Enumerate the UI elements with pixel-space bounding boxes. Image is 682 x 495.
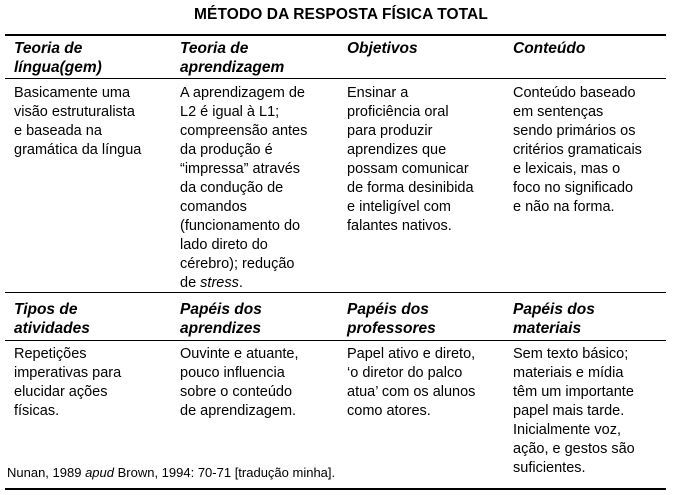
header-papeis-materiais: Papéis dos materiais	[513, 301, 595, 337]
cell-papeis-aprendizes: Ouvinte e atuante, pouco influencia sobre o conteúdo de aprendizagem.	[180, 346, 299, 419]
table-top-rule	[5, 34, 666, 36]
header-objetivos: Objetivos	[347, 40, 418, 57]
header-teoria-aprendizagem: Teoria de aprendizagem	[180, 40, 285, 76]
cell-objetivos: Ensinar a proficiência oral para produzir aprendizes que possam comunicar de forma desinibida e inteligível com falantes nativos.	[347, 85, 474, 234]
cell-tipos-atividades: Repetições imperativas para elucidar ações físicas.	[14, 346, 122, 419]
header-papeis-aprendizes: Papéis dos aprendizes	[180, 301, 262, 337]
header-teoria-lingua: Teoria de língua(gem)	[14, 40, 102, 76]
section-rule	[5, 292, 666, 293]
header-conteudo: Conteúdo	[513, 40, 586, 57]
cell-teoria-aprendizagem: A aprendizagem de L2 é igual à L1; compreensão antes da produção é “impressa” através da condução de comandos (funcionamento do lado direto do cérebro); redução de stress.	[180, 85, 308, 291]
cell-teoria-lingua: Basicamente uma visão estruturalista e baseada na gramática da língua	[14, 85, 142, 158]
cell-conteudo: Conteúdo baseado em sentenças sendo primários os critérios gramaticais e lexicais, mas o foco no significado e não na forma.	[513, 85, 642, 215]
table-bottom-rule	[5, 488, 666, 490]
citation-footnote: Nunan, 1989 apud Brown, 1994: 70-71 [tradução minha].	[7, 465, 336, 480]
cell-papeis-professores: Papel ativo e direto, ‘o diretor do palco atua’ com os alunos como atores.	[347, 346, 476, 419]
header-tipos-atividades: Tipos de atividades	[14, 301, 90, 337]
page-title: MÉTODO DA RESPOSTA FÍSICA TOTAL	[194, 6, 488, 23]
header-papeis-professores: Papéis dos professores	[347, 301, 436, 337]
header-rule-2	[5, 340, 666, 341]
header-rule-1	[5, 78, 666, 79]
cell-papeis-materiais: Sem texto básico; materiais e mídia têm um importante papel mais tarde. Inicialmente voz, ação, e gestos são suficientes.	[513, 346, 635, 476]
